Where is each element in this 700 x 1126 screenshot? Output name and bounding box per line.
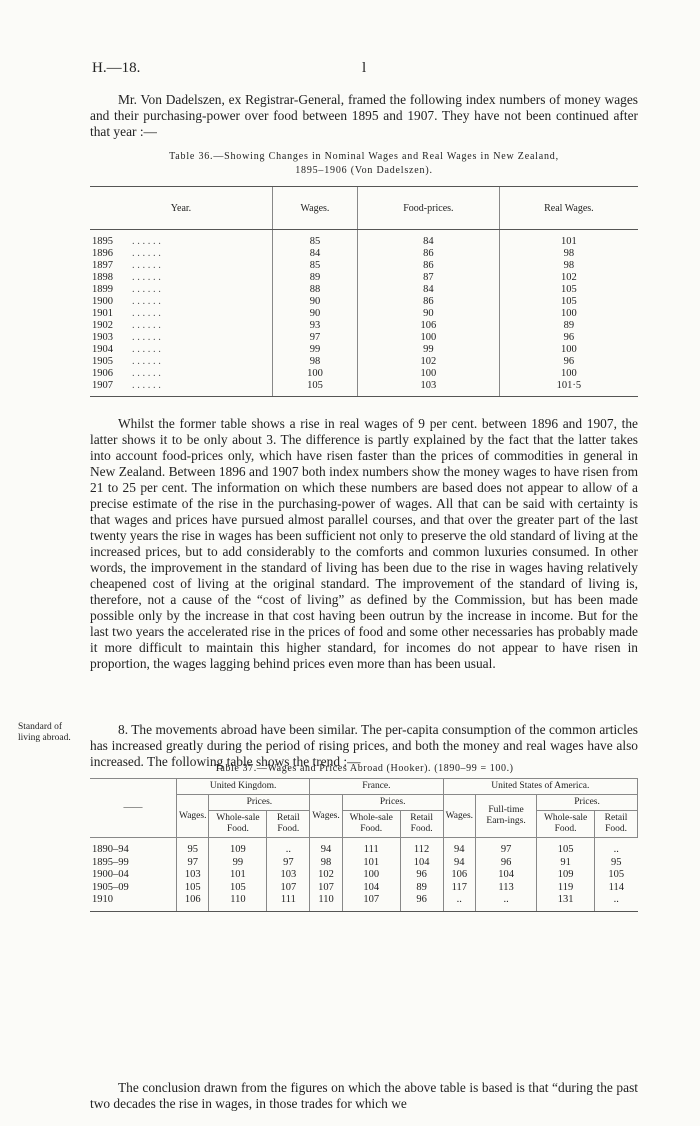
usa-retail-cell: 114 xyxy=(595,882,638,895)
uk-wages-cell: 95 xyxy=(177,838,209,857)
table37-caption: Table 37.—Wages and Prices Abroad (Hooker). (1890–99 = 100.) xyxy=(214,763,514,774)
page-reference: H.—18. xyxy=(92,60,141,76)
table-row xyxy=(90,260,638,272)
leader-dots: . . . . . . xyxy=(132,236,161,247)
usa-wages-header: Wages. xyxy=(443,795,475,838)
france-wages-cell: 94 xyxy=(310,838,342,857)
period-cell: 1905–09 xyxy=(92,881,129,893)
food-prices-cell: 102 xyxy=(357,356,499,368)
real-wages-cell: 102 xyxy=(499,272,638,284)
food-prices-cell: 84 xyxy=(357,230,499,249)
table-row xyxy=(90,380,638,397)
real-wages-cell: 100 xyxy=(499,344,638,356)
table-row xyxy=(90,230,638,249)
france-wholesale-cell: 111 xyxy=(342,838,400,857)
table-row xyxy=(90,248,638,260)
food-prices-cell: 100 xyxy=(357,368,499,380)
table-row xyxy=(90,838,638,857)
year-cell: 1901 xyxy=(92,308,113,319)
table36-caption-line1: Table 36.—Showing Changes in Nominal Wages and Real Wages in New Zealand, xyxy=(169,151,559,162)
real-wages-cell: 96 xyxy=(499,332,638,344)
usa-wages-cell: .. xyxy=(443,894,475,911)
leader-dots: . . . . . . xyxy=(132,296,161,307)
food-prices-cell: 100 xyxy=(357,332,499,344)
row-label-header: —— xyxy=(90,779,177,838)
table-row xyxy=(90,332,638,344)
food-prices-cell: 87 xyxy=(357,272,499,284)
year-cell: 1900 xyxy=(92,296,113,307)
table-row xyxy=(90,296,638,308)
food-prices-cell: 106 xyxy=(357,320,499,332)
year-cell: 1896 xyxy=(92,248,113,259)
usa-retail-header: Retail Food. xyxy=(595,811,638,838)
year-cell: 1899 xyxy=(92,284,113,295)
uk-retail-cell: 107 xyxy=(267,882,310,895)
uk-wholesale-cell: 110 xyxy=(209,894,267,911)
leader-dots: . . . . . . xyxy=(132,356,161,367)
usa-wholesale-cell: 105 xyxy=(537,838,595,857)
uk-retail-header: Retail Food. xyxy=(267,811,310,838)
table-row xyxy=(90,320,638,332)
table-row xyxy=(90,869,638,882)
real-wages-cell: 105 xyxy=(499,296,638,308)
table-row xyxy=(90,368,638,380)
page-number: l xyxy=(362,60,367,76)
wages-cell: 89 xyxy=(273,272,358,284)
country-header-usa: United States of America. xyxy=(443,779,637,795)
real-wages-cell: 100 xyxy=(499,308,638,320)
country-header-france: France. xyxy=(310,779,443,795)
usa-wholesale-cell: 131 xyxy=(537,894,595,911)
paragraph-8: 8. The movements abroad have been similar. The per-capita consumption of the common articles has increased greatly during the period of rising prices, and both the money and real wages have also increased. The following table shows the trend :— xyxy=(90,722,638,769)
margin-note: Standard of living abroad. xyxy=(18,722,71,743)
food-prices-cell: 103 xyxy=(357,380,499,397)
wages-cell: 90 xyxy=(273,296,358,308)
france-wholesale-header: Whole-sale Food. xyxy=(342,811,400,838)
real-wages-cell: 101 xyxy=(499,230,638,249)
usa-wholesale-cell: 119 xyxy=(537,882,595,895)
usa-fulltime-cell: 97 xyxy=(476,838,537,857)
table-row xyxy=(90,857,638,870)
table-row xyxy=(90,308,638,320)
france-wages-cell: 107 xyxy=(310,882,342,895)
uk-retail-cell: 103 xyxy=(267,869,310,882)
france-wages-cell: 110 xyxy=(310,894,342,911)
table-row xyxy=(90,344,638,356)
table-row xyxy=(90,894,638,911)
usa-wages-cell: 106 xyxy=(443,869,475,882)
real-wages-cell: 98 xyxy=(499,260,638,272)
wages-cell: 105 xyxy=(273,380,358,397)
leader-dots: . . . . . . xyxy=(132,380,273,397)
usa-wages-cell: 94 xyxy=(443,838,475,857)
france-retail-cell: 89 xyxy=(400,882,443,895)
food-prices-cell: 86 xyxy=(357,260,499,272)
usa-retail-cell: .. xyxy=(595,838,638,857)
usa-wholesale-cell: 109 xyxy=(537,869,595,882)
france-retail-cell: 96 xyxy=(400,894,443,911)
usa-fulltime-cell: 113 xyxy=(476,882,537,895)
france-wages-cell: 102 xyxy=(310,869,342,882)
year-cell: 1897 xyxy=(92,260,113,271)
year-cell: 1906 xyxy=(92,368,113,379)
usa-fulltime-header: Full-time Earn-ings. xyxy=(476,795,537,838)
real-wages-cell: 96 xyxy=(499,356,638,368)
usa-retail-cell: 95 xyxy=(595,857,638,870)
wages-cell: 99 xyxy=(273,344,358,356)
real-wages-cell: 105 xyxy=(499,284,638,296)
year-cell: 1898 xyxy=(92,272,113,283)
food-prices-cell: 99 xyxy=(357,344,499,356)
year-cell: 1905 xyxy=(92,356,113,367)
france-wholesale-cell: 100 xyxy=(342,869,400,882)
uk-prices-header: Prices. xyxy=(209,795,310,811)
leader-dots: . . . . . . xyxy=(132,344,161,355)
real-wages-cell: 101·5 xyxy=(499,380,638,397)
leader-dots: . . . . . . xyxy=(132,332,161,343)
food-prices-cell: 84 xyxy=(357,284,499,296)
main-paragraph: Whilst the former table shows a rise in real wages of 9 per cent. between 1896 and 1907, the latter shows it to be only about 3. The difference is partly explained by the fact that the latter takes into account food-prices only, which have risen faster than the prices of commodities in general in New Zealand. Between 1896 and 1907 both index numbers show the money wages to have risen from 21 to 25 per cent. The information on which these numbers are based does not appear to allow of a precise estimate of the rise in the purchasing-power of wages. All that can be said with certainty is that wages and prices have pursued almost parallel courses, and that over the greater part of the last twenty years the rise in wages has been sufficient not only to preserve the old standard of living at the increased prices, but to add considerably to the comforts and common luxuries consumed. In other words, the improvement in the standard of living has been due to the rise in wages having relatively cheapened cost of living at the original standard. The improvement of the standard of living is, therefore, not a cause of the “cost of living” as defined by the Commission, but has been made possible only by the increase in that cost having been outrun by the increase in income. But for the last two years the accelerated rise in the prices of food and some other necessaries has probably made it more difficult to maintain this higher standard, for incomes do not appear to have risen in proportion, the wages lagging behind prices even more than has been usual. xyxy=(90,416,638,671)
leader-dots: . . . . . . xyxy=(132,308,161,319)
usa-retail-cell: .. xyxy=(595,894,638,911)
table-36 xyxy=(90,186,638,397)
wages-cell: 84 xyxy=(273,248,358,260)
leader-dots: . . . . . . xyxy=(132,320,161,331)
usa-wages-cell: 117 xyxy=(443,882,475,895)
table-row xyxy=(90,284,638,296)
wages-cell: 93 xyxy=(273,320,358,332)
usa-retail-cell: 105 xyxy=(595,869,638,882)
uk-retail-cell: 111 xyxy=(267,894,310,911)
uk-wholesale-header: Whole-sale Food. xyxy=(209,811,267,838)
year-cell: 1902 xyxy=(92,320,113,331)
conclusion-paragraph: The conclusion drawn from the figures on which the above table is based is that “during the past two decades the rise in wages, in those trades for which we xyxy=(90,1080,638,1111)
uk-wholesale-cell: 109 xyxy=(209,838,267,857)
year-cell: 1907 xyxy=(90,380,132,397)
usa-fulltime-cell: 96 xyxy=(476,857,537,870)
uk-wages-header: Wages. xyxy=(177,795,209,838)
wages-cell: 100 xyxy=(273,368,358,380)
food-prices-cell: 86 xyxy=(357,248,499,260)
uk-wages-cell: 97 xyxy=(177,857,209,870)
usa-wages-cell: 94 xyxy=(443,857,475,870)
leader-dots: . . . . . . xyxy=(132,260,161,271)
usa-prices-header: Prices. xyxy=(537,795,638,811)
uk-wholesale-cell: 101 xyxy=(209,869,267,882)
france-wholesale-cell: 101 xyxy=(342,857,400,870)
france-wholesale-cell: 104 xyxy=(342,882,400,895)
year-cell: 1904 xyxy=(92,344,113,355)
wages-cell: 98 xyxy=(273,356,358,368)
period-cell: 1890–94 xyxy=(92,844,129,855)
france-retail-cell: 96 xyxy=(400,869,443,882)
period-cell: 1900–04 xyxy=(92,869,129,880)
year-cell: 1903 xyxy=(92,332,113,343)
uk-retail-cell: .. xyxy=(267,838,310,857)
wages-cell: 97 xyxy=(273,332,358,344)
uk-wages-cell: 106 xyxy=(177,894,209,911)
leader-dots: . . . . . . xyxy=(132,368,161,379)
table-row xyxy=(90,272,638,284)
usa-fulltime-cell: 104 xyxy=(476,869,537,882)
france-retail-cell: 104 xyxy=(400,857,443,870)
france-prices-header: Prices. xyxy=(342,795,443,811)
uk-wholesale-cell: 99 xyxy=(209,857,267,870)
france-wholesale-cell: 107 xyxy=(342,894,400,911)
year-cell: 1895 xyxy=(92,236,113,247)
leader-dots: . . . . . . xyxy=(132,248,161,259)
period-cell: 1910 xyxy=(90,894,177,911)
food-prices-cell: 86 xyxy=(357,296,499,308)
uk-wages-cell: 103 xyxy=(177,869,209,882)
real-wages-cell: 98 xyxy=(499,248,638,260)
column-header-year: Year. xyxy=(90,187,273,230)
period-cell: 1895–99 xyxy=(92,856,129,868)
country-header-uk: United Kingdom. xyxy=(177,779,310,795)
real-wages-cell: 100 xyxy=(499,368,638,380)
intro-paragraph: Mr. Von Dadelszen, ex Registrar-General, framed the following index numbers of money wages and their purchasing-power over food between 1895 and 1907. They have not been continued after that year :— xyxy=(90,92,638,139)
usa-fulltime-cell: .. xyxy=(476,894,537,911)
table-row xyxy=(90,882,638,895)
usa-wholesale-header: Whole-sale Food. xyxy=(537,811,595,838)
food-prices-cell: 90 xyxy=(357,308,499,320)
wages-cell: 85 xyxy=(273,230,358,249)
real-wages-cell: 89 xyxy=(499,320,638,332)
wages-cell: 90 xyxy=(273,308,358,320)
france-wages-cell: 98 xyxy=(310,857,342,870)
france-retail-header: Retail Food. xyxy=(400,811,443,838)
wages-cell: 85 xyxy=(273,260,358,272)
table36-caption-line2: 1895–1906 (Von Dadelszen). xyxy=(295,165,433,176)
table-37 xyxy=(90,778,638,912)
uk-retail-cell: 97 xyxy=(267,857,310,870)
usa-wholesale-cell: 91 xyxy=(537,857,595,870)
wages-cell: 88 xyxy=(273,284,358,296)
column-header-wages: Wages. xyxy=(273,187,358,230)
column-header-food-prices: Food-prices. xyxy=(357,187,499,230)
uk-wages-cell: 105 xyxy=(177,882,209,895)
column-header-real-wages: Real Wages. xyxy=(499,187,638,230)
france-wages-header: Wages. xyxy=(310,795,342,838)
table-row xyxy=(90,356,638,368)
france-retail-cell: 112 xyxy=(400,838,443,857)
leader-dots: . . . . . . xyxy=(132,284,161,295)
leader-dots: . . . . . . xyxy=(132,272,161,283)
uk-wholesale-cell: 105 xyxy=(209,882,267,895)
